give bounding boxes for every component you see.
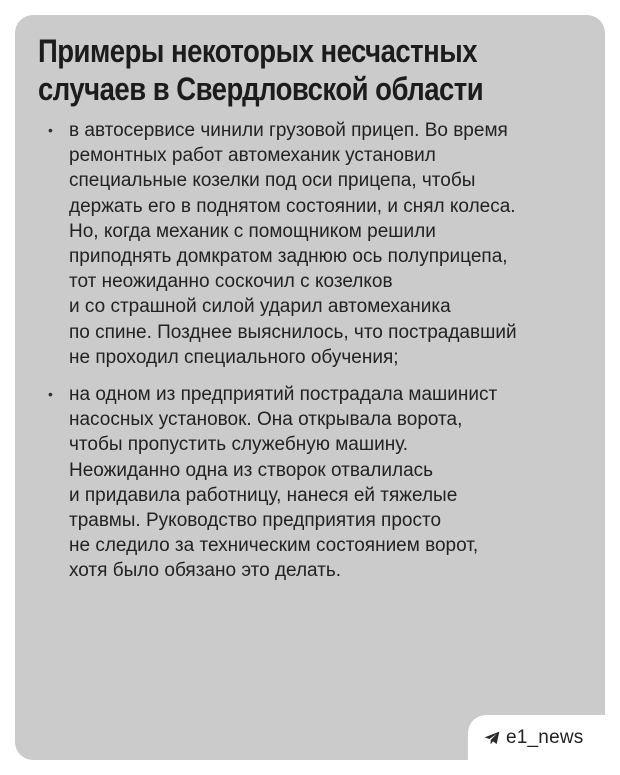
list-item xyxy=(48,118,593,370)
text-line: чтобы пропустить служебную машину. xyxy=(69,434,409,456)
text-line: приподнять домкратом заднюю ось полуприцепа, xyxy=(69,246,508,268)
page-title xyxy=(38,32,520,108)
title-line-2: случаев в Свердловской области xyxy=(38,71,484,107)
text-line: и со страшной силой ударил автомеханика xyxy=(69,296,451,318)
text-line: специальные козелки под оси прицепа, чтобы xyxy=(69,170,476,192)
incident-list xyxy=(48,118,593,584)
channel-name: e1_news xyxy=(506,726,584,748)
text-line: травмы. Руководство предприятия просто xyxy=(69,510,442,532)
bullet-icon: • xyxy=(48,122,53,138)
telegram-icon xyxy=(484,731,500,745)
text-line: по спине. Позднее выяснилось, что пострадавший xyxy=(69,321,517,343)
text-line: на одном из предприятий пострадала машинист xyxy=(69,384,498,406)
title-line-1: Примеры некоторых несчастных xyxy=(38,33,477,69)
text-line: и придавила работницу, нанеся ей тяжелые xyxy=(69,484,458,506)
text-line: не следило за техническим состоянием ворот, xyxy=(69,535,479,557)
bullet-icon: • xyxy=(48,386,53,403)
text-line: Но, когда механик с помощником решили xyxy=(69,220,436,242)
text-line: насосных установок. Она открывала ворота, xyxy=(69,409,463,431)
text-line: держать его в поднятом состоянии, и снял колеса. xyxy=(69,195,516,217)
channel-badge[interactable] xyxy=(468,715,605,760)
text-line: в автосервисе чинили грузовой прицеп. Во время xyxy=(69,120,508,141)
text-line: тот неожиданно соскочил с козелков xyxy=(69,271,393,293)
text-line: Неожиданно одна из створок отвалилась xyxy=(69,459,434,481)
text-line: не проходил специального обучения; xyxy=(69,346,399,368)
list-item xyxy=(48,382,593,584)
text-line: ремонтных работ автомеханик установил xyxy=(69,145,436,167)
text-line: хотя было обязано это делать. xyxy=(69,560,342,582)
